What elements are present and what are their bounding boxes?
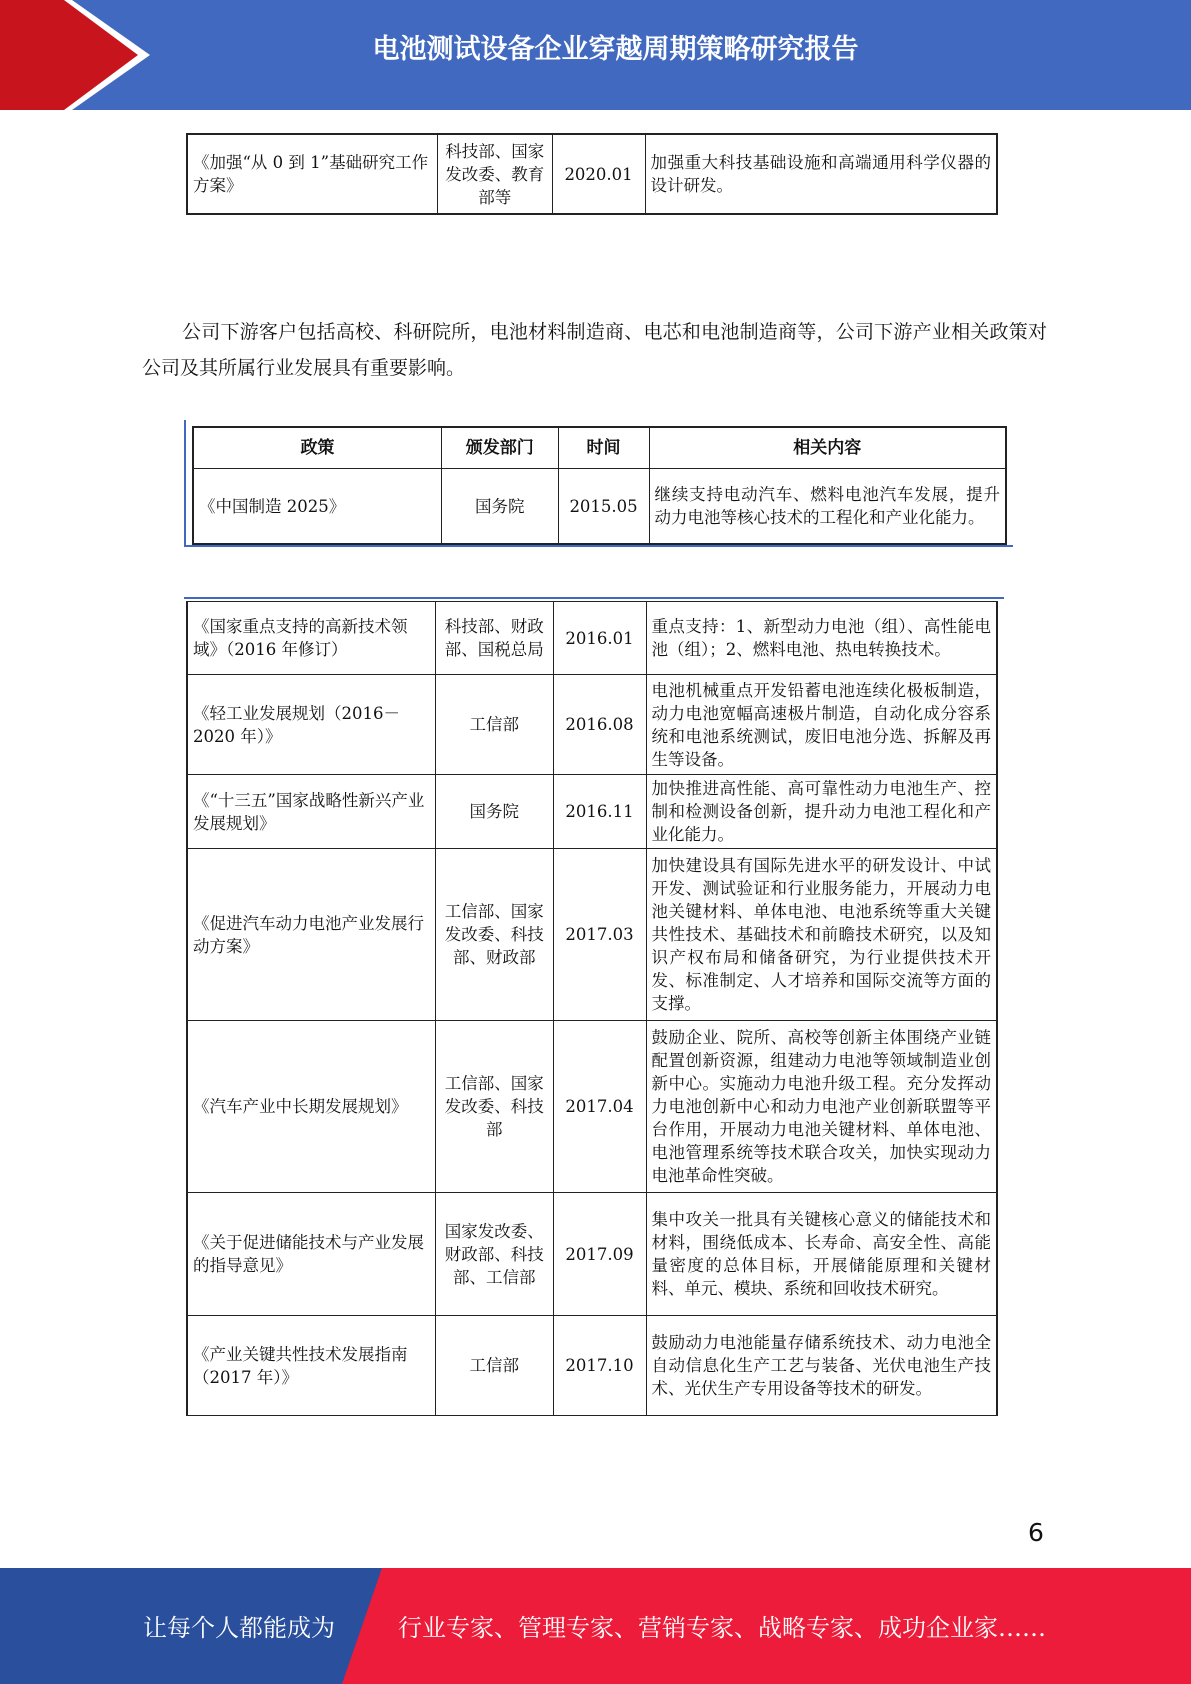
- header-content: 相关内容: [649, 427, 1006, 469]
- policy-table-bottom: [186, 601, 998, 1416]
- header-dept: 颁发部门: [441, 427, 558, 469]
- table-row: [193, 469, 1006, 545]
- table-row: [187, 1021, 997, 1193]
- table-header-row: [193, 427, 1006, 469]
- table-row: [187, 675, 997, 775]
- table-row: [187, 775, 997, 849]
- dept-cell: 科技部、国家发改委、教育部等: [437, 134, 552, 214]
- policy-cell: 《中国制造 2025》: [193, 469, 441, 545]
- dept-cell: 工信部、国家发改委、科技部、财政部: [435, 849, 553, 1021]
- time-cell: 2017.10: [553, 1316, 646, 1416]
- table-row: [187, 134, 997, 214]
- policy-table-middle: [192, 426, 1007, 545]
- time-cell: 2016.11: [553, 775, 646, 849]
- policy-cell: 《轻工业发展规划（2016－2020 年）》: [187, 675, 435, 775]
- content-cell: 鼓励企业、院所、高校等创新主体围绕产业链配置创新资源，组建动力电池等领域制造业创新中心。实施动力电池升级工程。充分发挥动力电池创新中心和动力电池产业创新联盟等平台作用，开展动力电池关键材料、单体电池、电池管理系统等技术联合攻关，加快实现动力电池革命性突破。: [646, 1021, 997, 1193]
- table-row: [187, 1193, 997, 1316]
- content-cell: 继续支持电动汽车、燃料电池汽车发展，提升动力电池等核心技术的工程化和产业化能力。: [649, 469, 1006, 545]
- dept-cell: 国务院: [435, 775, 553, 849]
- content-cell: 集中攻关一批具有关键核心意义的储能技术和材料，围绕低成本、长寿命、高安全性、高能量密度的总体目标，开展储能原理和关键材料、单元、模块、系统和回收技术研究。: [646, 1193, 997, 1316]
- page-number: 6: [1028, 1518, 1044, 1547]
- footer-slogan-left: 让每个人都能成为: [143, 1614, 335, 1642]
- footer-slogan-right: 行业专家、管理专家、营销专家、战略专家、成功企业家……: [398, 1614, 1046, 1642]
- table-row: [187, 1316, 997, 1416]
- policy-cell: 《汽车产业中长期发展规划》: [187, 1021, 435, 1193]
- dept-cell: 科技部、财政部、国税总局: [435, 602, 553, 675]
- time-cell: 2017.03: [553, 849, 646, 1021]
- time-cell: 2017.04: [553, 1021, 646, 1193]
- header-time: 时间: [558, 427, 649, 469]
- table-frame-line: [184, 597, 1004, 599]
- policy-cell: 《加强“从 0 到 1”基础研究工作方案》: [187, 134, 437, 214]
- time-cell: 2017.09: [553, 1193, 646, 1316]
- header-policy: 政策: [193, 427, 441, 469]
- policy-cell: 《关于促进储能技术与产业发展的指导意见》: [187, 1193, 435, 1316]
- page-footer: [0, 1568, 1191, 1684]
- content-cell: 加强重大科技基础设施和高端通用科学仪器的设计研发。: [645, 134, 997, 214]
- header-title: 电池测试设备企业穿越周期策略研究报告: [372, 34, 859, 65]
- content-cell: 鼓励动力电池能量存储系统技术、动力电池全自动信息化生产工艺与装备、光伏电池生产技术、光伏生产专用设备等技术的研发。: [646, 1316, 997, 1416]
- content-cell: 电池机械重点开发铅蓄电池连续化极板制造，动力电池宽幅高速极片制造，自动化成分容系统和电池系统测试，废旧电池分选、拆解及再生等设备。: [646, 675, 997, 775]
- time-cell: 2015.05: [558, 469, 649, 545]
- content-cell: 加快建设具有国际先进水平的研发设计、中试开发、测试验证和行业服务能力，开展动力电池关键材料、单体电池、电池系统等重大关键共性技术、基础技术和前瞻技术研究，以及知识产权布局和储备研究，为行业提供技术开发、标准制定、人才培养和国际交流等方面的支撑。: [646, 849, 997, 1021]
- policy-cell: 《“十三五”国家战略性新兴产业发展规划》: [187, 775, 435, 849]
- time-cell: 2016.01: [553, 602, 646, 675]
- page-header: [0, 0, 1191, 110]
- dept-cell: 工信部、国家发改委、科技部: [435, 1021, 553, 1193]
- dept-cell: 工信部: [435, 1316, 553, 1416]
- table-row: [187, 849, 997, 1021]
- table-row: [187, 602, 997, 675]
- content-cell: 重点支持：1、新型动力电池（组）、高性能电池（组）；2、燃料电池、热电转换技术。: [646, 602, 997, 675]
- policy-cell: 《促进汽车动力电池产业发展行动方案》: [187, 849, 435, 1021]
- policy-cell: 《国家重点支持的高新技术领域》（2016 年修订）: [187, 602, 435, 675]
- time-cell: 2016.08: [553, 675, 646, 775]
- dept-cell: 国家发改委、财政部、科技部、工信部: [435, 1193, 553, 1316]
- policy-table-top: [186, 133, 998, 215]
- policy-cell: 《产业关键共性技术发展指南（2017 年）》: [187, 1316, 435, 1416]
- body-paragraph: 公司下游客户包括高校、科研院所，电池材料制造商、电芯和电池制造商等，公司下游产业相关政策对公司及其所属行业发展具有重要影响。: [142, 321, 1047, 379]
- time-cell: 2020.01: [552, 134, 645, 214]
- dept-cell: 工信部: [435, 675, 553, 775]
- dept-cell: 国务院: [441, 469, 558, 545]
- content-cell: 加快推进高性能、高可靠性动力电池生产、控制和检测设备创新，提升动力电池工程化和产业化能力。: [646, 775, 997, 849]
